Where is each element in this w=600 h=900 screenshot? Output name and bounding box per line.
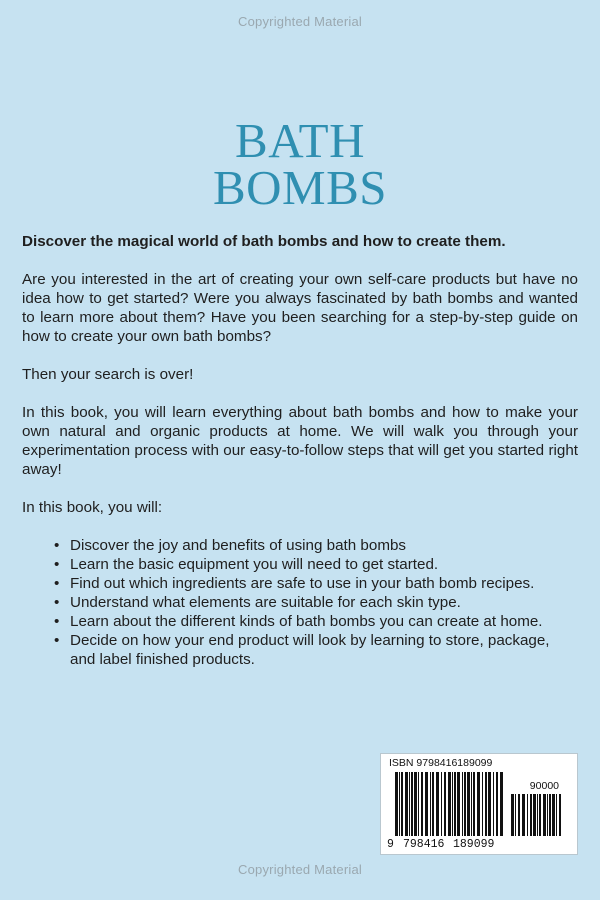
list-item: • Discover the joy and benefits of using bath bombs [60, 536, 578, 555]
list-item: • Understand what elements are suitable for each skin type. [60, 593, 578, 612]
blurb-paragraph-1: Are you interested in the art of creating your own self-care products but have no idea how to get started? Were you always fascinated by bath bombs and wanted to learn more about them? Have you been searching for a step-by-step guide on how to create your own bath bombs? [22, 271, 578, 345]
list-item: • Find out which ingredients are safe to use in your bath bomb recipes. [60, 574, 578, 593]
price-code: 90000 [529, 780, 559, 792]
feature-list [22, 536, 578, 669]
isbn-label: ISBN 9798416189099 [389, 757, 493, 769]
isbn-barcode [380, 753, 578, 855]
list-item: • Learn about the different kinds of bath bombs you can create at home. [60, 612, 578, 631]
back-cover-blurb [22, 232, 578, 669]
copyright-watermark-bottom: Copyrighted Material [238, 862, 362, 877]
blurb-paragraph-4: In this book, you will: [22, 499, 163, 516]
barcode-digit-group-1: 798416 [403, 838, 445, 851]
blurb-paragraph-2: Then your search is over! [22, 366, 194, 383]
barcode-digit-group-2: 189099 [453, 838, 495, 851]
book-title [0, 113, 600, 215]
blurb-paragraph-3: In this book, you will learn everything about bath bombs and how to make your own natural and organic products at home. We will walk you through your experimentation process with our easy-to-follow steps that will get you started right away! [22, 404, 578, 478]
title-line-2: BOMBS [212, 160, 388, 215]
barcode-digit-lead: 9 [387, 838, 394, 851]
list-item: • Learn the basic equipment you will need to get started. [60, 555, 578, 574]
list-item: • Decide on how your end product will look by learning to store, package, and label finished products. [60, 631, 578, 669]
blurb-lead: Discover the magical world of bath bombs and how to create them. [22, 233, 506, 250]
copyright-watermark-top: Copyrighted Material [238, 14, 362, 29]
title-line-1: BATH [235, 113, 365, 168]
